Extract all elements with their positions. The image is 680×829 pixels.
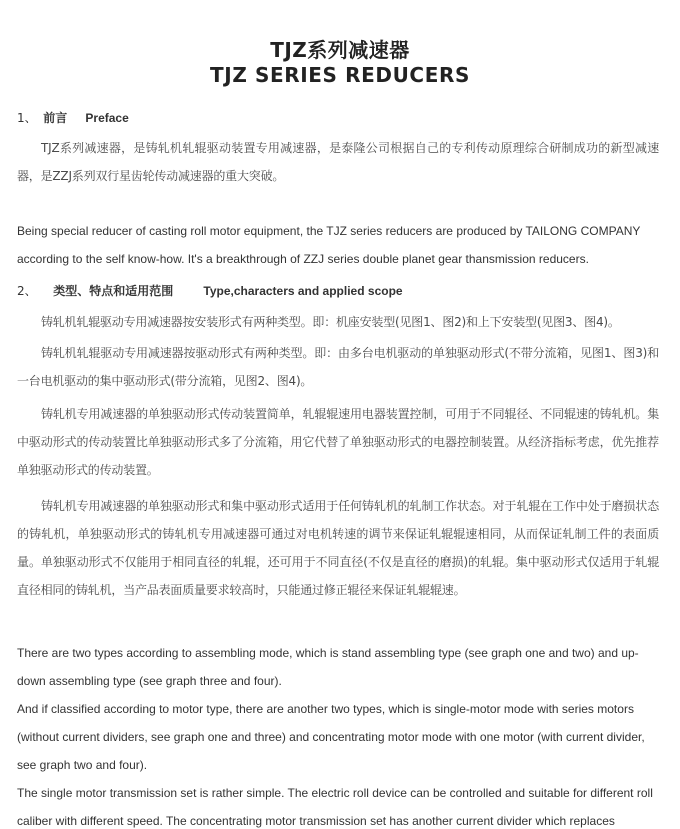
- section-2-title-chinese: 类型、特点和适用范围: [53, 284, 174, 298]
- section-1-number: 1、: [17, 111, 37, 125]
- section-1-english-paragraph: Being special reducer of casting roll motor equipment, the TJZ series reducers are produced by TAILONG COMPANY according to the self know-how. It's a breakthrough of ZZJ series double planet gear thansmission reducers.: [17, 224, 641, 266]
- document-title-english: TJZ SERIES REDUCERS: [210, 63, 470, 87]
- section-1-title-english: Preface: [85, 111, 129, 125]
- section-2-chinese-paragraph-1: 铸轧机轧辊驱动专用减速器按安装形式有两种类型。即：机座安装型(见图1、图2)和上下安装型(见图3、图4)。: [41, 315, 620, 329]
- document-title-chinese: TJZ系列减速器: [270, 38, 410, 62]
- section-2-chinese-paragraph-4: 铸轧机专用减速器的单独驱动形式和集中驱动形式适用于任何铸轧机的轧制工作状态。对于轧辊在工作中处于磨损状态的铸轧机，单独驱动形式的铸轧机专用减速器可通过对电机转速的调节来保证轧辊辊速相同，从而保证轧制工件的表面质量。单独驱动形式不仅能用于相同直径的轧辊，还可用于不同直径(不仅是直径的磨损)的轧辊。集中驱动形式仅适用于轧辊直径相同的铸轧机，当产品表面质量要求较高时，只能通过修正辊径来保证轧辊辊速。: [17, 499, 659, 597]
- section-1-title-chinese: 前言: [43, 111, 68, 125]
- section-1-heading: [17, 109, 129, 126]
- section-1-chinese-paragraph: TJZ系列减速器，是铸轧机轧辊驱动装置专用减速器，是泰隆公司根据自己的专利传动原理综合研制成功的新型减速器，是ZZJ系列双行星齿轮传动减速器的重大突破。: [17, 141, 659, 183]
- section-2-number: 2、: [17, 284, 37, 298]
- section-2-chinese-paragraph-2: 铸轧机轧辊驱动专用减速器按驱动形式有两种类型。即：由多台电机驱动的单独驱动形式(不带分流箱，见图1、图3)和一台电机驱动的集中驱动形式(带分流箱，见图2、图4)。: [17, 346, 659, 388]
- section-2-title-english: Type,characters and applied scope: [203, 284, 403, 298]
- section-2-heading: [17, 282, 403, 299]
- section-2-english-text: There are two types according to assembling mode, which is stand assembling type (see graph one and two) and up-down assembling type (see graph three and four). And if classified according to motor type, there are another two types, which is single-motor mode with series motors (without current dividers, see graph one and three) and concentrating motor mode with one motor (with current divider, see graph two and four). The single motor transmission set is rather simple. The electric roll device can be controlled and suitable for different roll caliber with different speed. The concentrating motor transmission set has another current divider which replaces: [17, 646, 653, 828]
- section-2-chinese-paragraph-3: 铸轧机专用减速器的单独驱动形式传动装置简单，轧辊辊速用电器装置控制，可用于不同辊径、不同辊速的铸轧机。集中驱动形式的传动装置比单独驱动形式多了分流箱，用它代替了单独驱动形式的电器控制装置。从经济指标考虑，优先推荐单独驱动形式的传动装置。: [17, 407, 659, 477]
